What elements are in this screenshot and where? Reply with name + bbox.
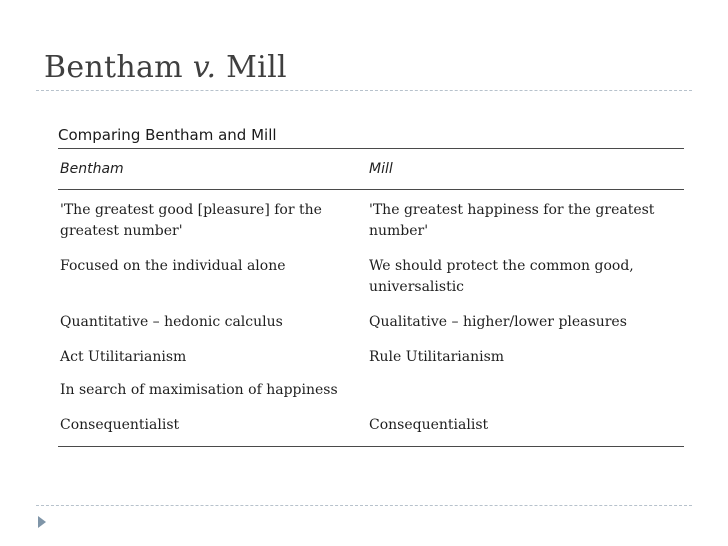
table-row: [58, 347, 684, 368]
cell-mill: [369, 256, 684, 298]
cell-text: We should protect the common good, universalistic: [369, 258, 634, 295]
cell-bentham: [58, 347, 369, 368]
cell-bentham: [58, 380, 369, 401]
table-header-row: [58, 149, 684, 190]
cell-text: Consequentialist: [369, 417, 489, 433]
header-bentham: Bentham: [60, 161, 124, 177]
triangle-bullet-icon: [38, 516, 46, 528]
table-row: [58, 256, 684, 298]
page-title: [44, 50, 287, 85]
cell-bentham: [58, 415, 369, 436]
table-caption: Comparing Bentham and Mill: [58, 118, 684, 149]
footer-divider: [36, 505, 692, 506]
comparison-table: [58, 118, 684, 447]
table-bottom-rule: [58, 446, 684, 447]
cell-mill: [369, 347, 684, 368]
cell-bentham: [58, 200, 369, 242]
title-bentham: Bentham: [44, 50, 183, 85]
title-versus: v.: [192, 50, 217, 85]
cell-mill: [369, 312, 684, 333]
cell-text: Rule Utilitarianism: [369, 349, 505, 365]
cell-text: Act Utilitarianism: [60, 349, 187, 365]
table-row: [58, 200, 684, 242]
cell-bentham: [58, 312, 369, 333]
title-divider: [36, 90, 692, 91]
header-mill: Mill: [369, 161, 393, 177]
cell-text: Focused on the individual alone: [60, 258, 286, 274]
cell-bentham: [58, 256, 369, 277]
cell-text: Consequentialist: [60, 417, 180, 433]
table-row: [58, 415, 684, 436]
table-row: [58, 312, 684, 333]
cell-mill: [369, 415, 684, 436]
cell-text: In search of maximisation of happiness: [60, 382, 338, 398]
cell-text: 'The greatest good [pleasure] for the greatest number': [60, 202, 322, 239]
table-row: [58, 380, 684, 401]
cell-mill: [369, 200, 684, 242]
cell-text: Qualitative – higher/lower pleasures: [369, 314, 627, 330]
cell-text: 'The greatest happiness for the greatest number': [369, 202, 655, 239]
cell-text: Quantitative – hedonic calculus: [60, 314, 283, 330]
title-mill: Mill: [226, 50, 287, 85]
